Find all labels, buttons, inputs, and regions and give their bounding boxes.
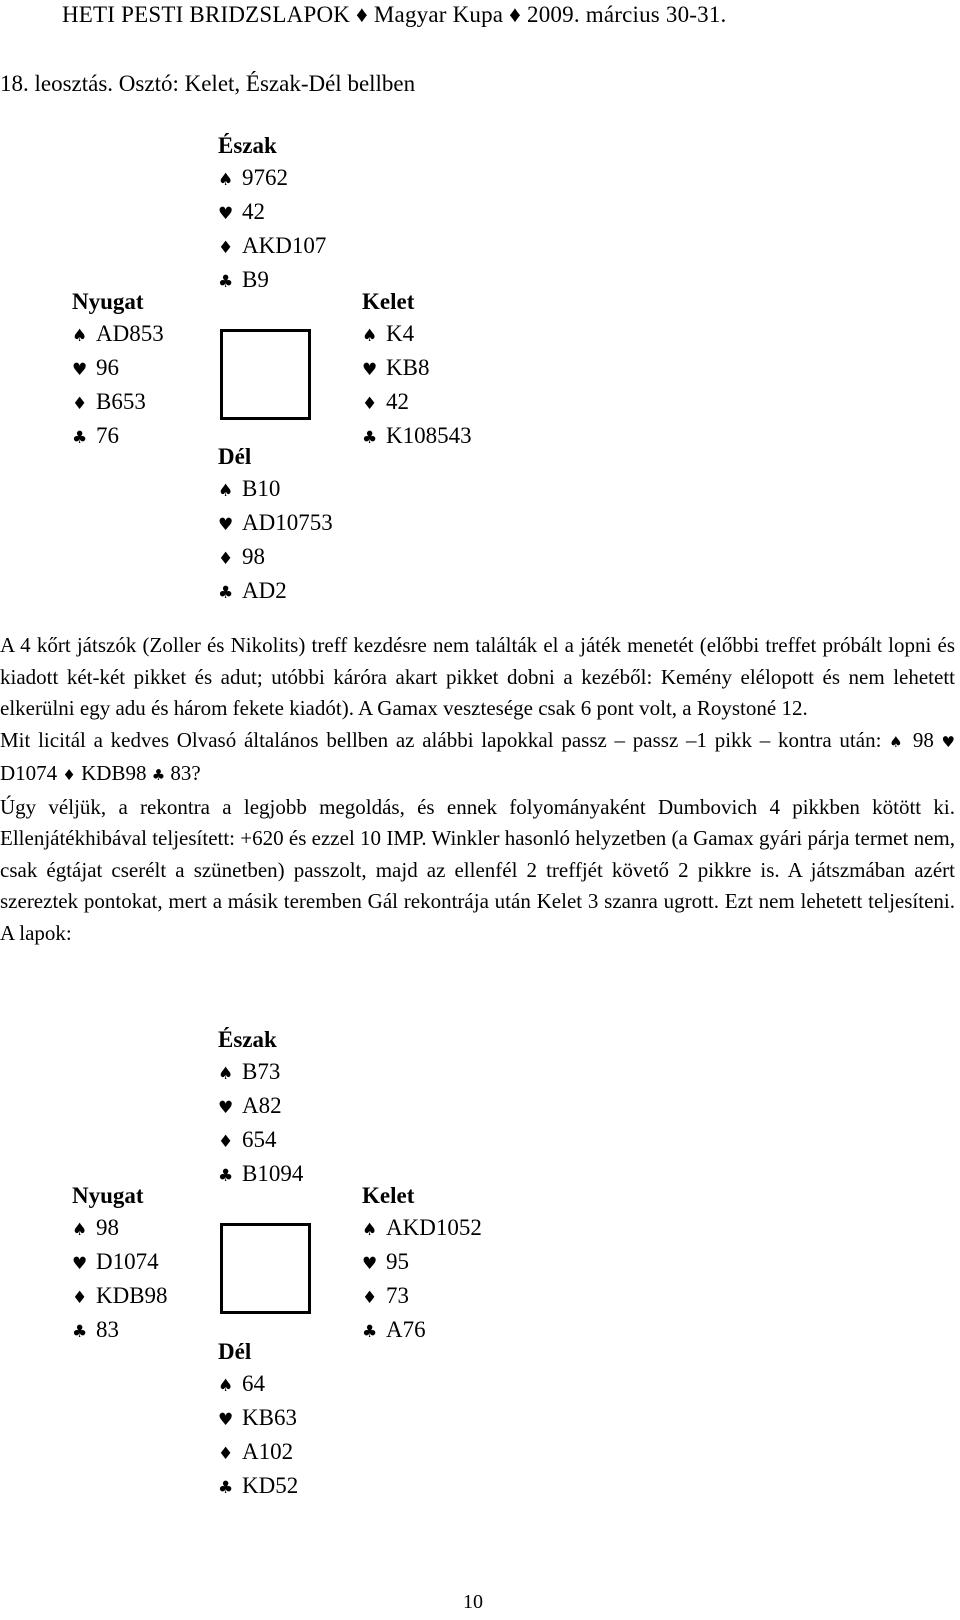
deal1-west-hand	[72, 286, 164, 454]
heart-line: ♥ KB8	[362, 352, 472, 386]
heart-line: ♥ 96	[72, 352, 164, 386]
heart-line: ♥ D1074	[72, 1246, 168, 1280]
diamond-icon: ♦	[218, 549, 234, 569]
diamond-line: ♦ 654	[218, 1124, 303, 1158]
heart-line: ♥ KB63	[218, 1402, 298, 1436]
direction-label: Nyugat	[72, 1183, 144, 1208]
direction-label: Kelet	[362, 1183, 415, 1208]
spade-icon: ♠	[889, 732, 906, 751]
diamond-icon: ♦	[362, 1288, 378, 1308]
diamond-line: ♦ 73	[362, 1280, 482, 1314]
spade-icon: ♠	[218, 481, 234, 501]
club-icon: ♣	[151, 766, 166, 784]
paragraph-1: A 4 kőrt játszók (Zoller és Nikolits) treff kezdésre nem találták el a játék menetét (előbbi treffet próbált lopni és kiadott két-két pikket és adut; utóbbi káróra akart pikket dobni a kezéből: Kemény elélopott és nem lehetett elkerülni egy adu és három fekete kiadót). A Gamax vesztesége csak 6 pont volt, a Roystoné 12.	[0, 633, 955, 720]
heart-icon: ♥	[362, 360, 378, 380]
club-icon: ♣	[218, 272, 234, 292]
spade-icon: ♠	[218, 1064, 234, 1084]
heart-icon: ♥	[941, 732, 955, 751]
spade-line: ♠ B73	[218, 1056, 303, 1090]
diamond-icon: ♦	[62, 766, 76, 784]
direction-label: Dél	[218, 444, 252, 469]
deal2-west-hand	[72, 1180, 168, 1348]
club-line: ♣ A76	[362, 1314, 482, 1348]
heart-icon: ♥	[218, 1098, 234, 1118]
deal1-north-hand	[218, 130, 326, 298]
heart-line: ♥ AD10753	[218, 507, 333, 541]
diamond-line: ♦ 98	[218, 541, 333, 575]
spade-icon: ♠	[218, 170, 234, 190]
spade-icon: ♠	[72, 326, 88, 346]
paragraph-2: Mit licitál a kedves Olvasó általános bellben az alábbi lapokkal passz – passz –1 pikk – kontra után: ♠ 98 ♥ D1074 ♦ KDB98 ♣ 83?	[0, 727, 955, 785]
club-icon: ♣	[72, 428, 88, 448]
diamond-line: ♦ B653	[72, 386, 164, 420]
direction-label: Nyugat	[72, 289, 144, 314]
spade-icon: ♠	[362, 326, 378, 346]
direction-label: Kelet	[362, 289, 415, 314]
club-icon: ♣	[362, 1322, 378, 1342]
deal1-south-hand	[218, 441, 333, 609]
page-header: HETI PESTI BRIDZSLAPOK ♦ Magyar Kupa ♦ 2009. március 30-31.	[62, 2, 727, 27]
diamond-icon: ♦	[72, 1288, 88, 1308]
diamond-icon: ♦	[72, 394, 88, 414]
heart-icon: ♥	[218, 1410, 234, 1430]
page-number: 10	[463, 1591, 483, 1613]
club-icon: ♣	[218, 583, 234, 603]
diamond-icon: ♦	[218, 1444, 234, 1464]
deal1-table-diagram	[220, 329, 311, 420]
heart-icon: ♥	[218, 515, 234, 535]
club-line: ♣ B9	[218, 264, 326, 298]
heart-line: ♥ A82	[218, 1090, 303, 1124]
club-line: ♣ K108543	[362, 420, 472, 454]
diamond-line: ♦ KDB98	[72, 1280, 168, 1314]
deal2-table-diagram	[220, 1223, 311, 1314]
spade-icon: ♠	[218, 1376, 234, 1396]
direction-label: Észak	[218, 1027, 277, 1052]
direction-label: Dél	[218, 1339, 252, 1364]
club-line: ♣ 83	[72, 1314, 168, 1348]
heart-icon: ♥	[72, 1254, 88, 1274]
paragraph-3: Úgy véljük, a rekontra a legjobb megoldás, és ennek folyományaként Dumbovich 4 pikkben kötött ki. Ellenjátékhibával teljesített: +620 és ezzel 10 IMP. Winkler hasonló helyzetben (a Gamax gyári párja termet nem, csak égtájat cserélt a szünetben) passzolt, majd az ellenfél 2 treffjét követő 2 pikkre is. A játszmában azért szereztek pontokat, mert a másik teremben Gál rekontrája után Kelet 3 szanra ugrott. Ezt nem lehetett teljesíteni. A lapok:	[0, 794, 955, 945]
heart-icon: ♥	[362, 1254, 378, 1274]
diamond-line: ♦ AKD107	[218, 230, 326, 264]
club-icon: ♣	[362, 428, 378, 448]
spade-line: ♠ 64	[218, 1368, 298, 1402]
spade-line: ♠ 98	[72, 1212, 168, 1246]
club-icon: ♣	[72, 1322, 88, 1342]
diamond-icon: ♦	[218, 238, 234, 258]
diamond-line: ♦ 42	[362, 386, 472, 420]
club-icon: ♣	[218, 1478, 234, 1498]
article-text	[0, 630, 955, 949]
spade-icon: ♠	[72, 1220, 88, 1240]
club-line: ♣ 76	[72, 420, 164, 454]
heart-line: ♥ 95	[362, 1246, 482, 1280]
spade-line: ♠ B10	[218, 473, 333, 507]
diamond-line: ♦ A102	[218, 1436, 298, 1470]
deal2-north-hand	[218, 1024, 303, 1192]
club-line: ♣ B1094	[218, 1158, 303, 1192]
spade-line: ♠ K4	[362, 318, 472, 352]
club-line: ♣ AD2	[218, 575, 333, 609]
heart-icon: ♥	[72, 360, 88, 380]
club-line: ♣ KD52	[218, 1470, 298, 1504]
heart-line: ♥ 42	[218, 196, 326, 230]
heart-icon: ♥	[218, 204, 234, 224]
spade-line: ♠ AKD1052	[362, 1212, 482, 1246]
deal2-south-hand	[218, 1336, 298, 1504]
club-icon: ♣	[218, 1166, 234, 1186]
deal1-east-hand	[362, 286, 472, 454]
spade-line: ♠ 9762	[218, 162, 326, 196]
diamond-icon: ♦	[218, 1132, 234, 1152]
deal-title: 18. leosztás. Osztó: Kelet, Észak-Dél bellben	[0, 71, 416, 96]
diamond-icon: ♦	[362, 394, 378, 414]
spade-icon: ♠	[362, 1220, 378, 1240]
spade-line: ♠ AD853	[72, 318, 164, 352]
direction-label: Észak	[218, 133, 277, 158]
deal2-east-hand	[362, 1180, 482, 1348]
